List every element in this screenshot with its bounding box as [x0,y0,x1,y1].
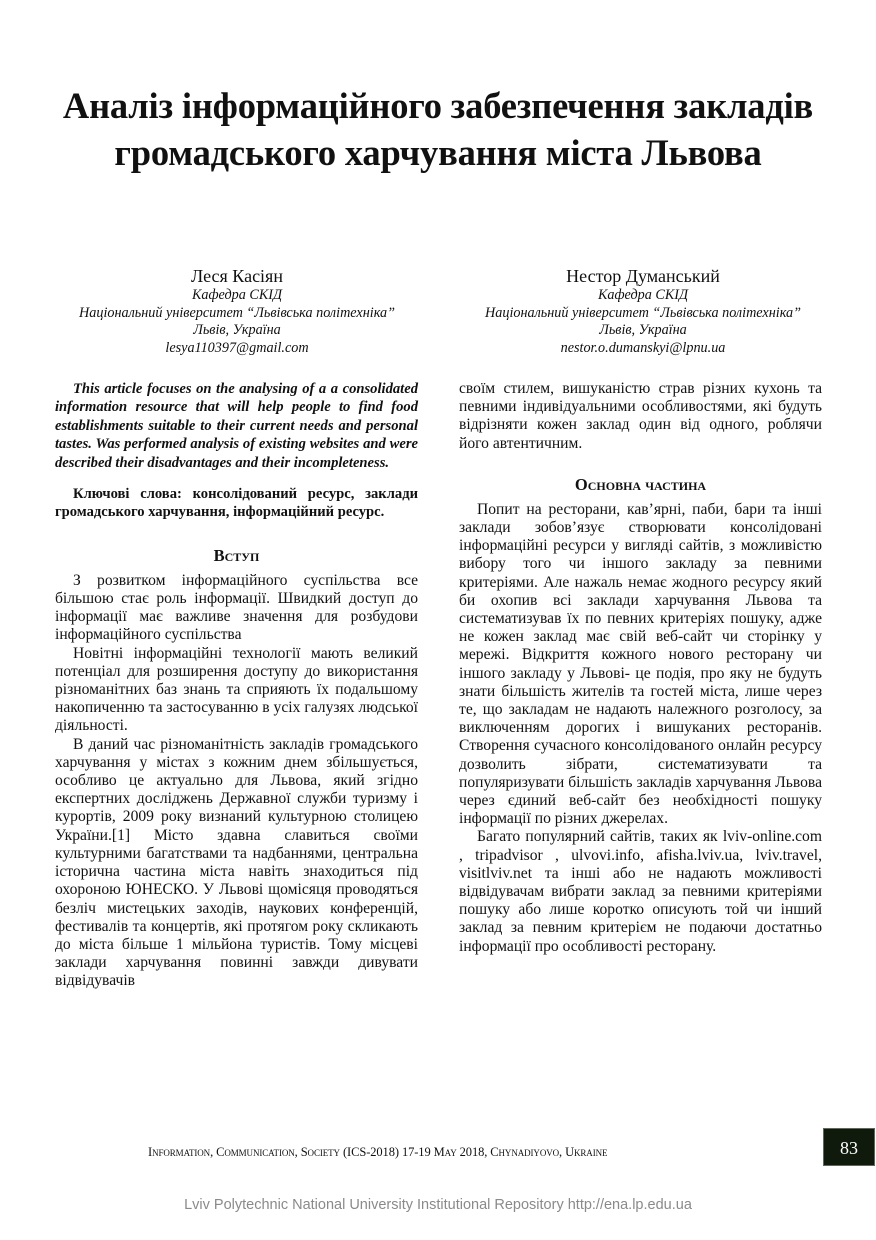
intro-paragraph: З розвитком інформаційного суспільства все більшою стає роль інформації. Швидкий доступ до інформації має важливе значення для розбудови інформаційного суспільства [55,571,418,644]
main-paragraph: Попит на ресторани, кав’ярні, паби, бари та інші заклади зобов’язує створювати консолідовані інформаційні ресурси у вигляді сайтів, з можливістю вибору того чи іншого закладу за певними критеріями. Але нажаль немає жодного ресурсу який би охопив всі заклади харчування Львова та систематизував їх по певних критеріях пошуку, адже не кожен заклад має свій веб-сайт чи сторінку у мережі. Відкриття кожного нового ресторану чи іншого закладу у Львові- це подія, про яку не будуть знати більшість жителів та гостей міста, лише через те, що закладам не надають належного розголосу, за виключенням дорогих і вишуканих ресторанів. Створення сучасного консолідованого онлайн ресурсу дозволить зібрати, систематизувати та популяризувати більшість закладів харчування Львова через єдиний веб-сайт без необхідності пошуку інформації по різних джерелах. [459,500,822,828]
paper-title: Аналіз інформаційного забезпечення закладів громадського харчування міста Львова [62,85,814,173]
author-department: Кафедра СКІД [597,287,689,303]
repository-note: Lviv Polytechnic National University Institutional Repository http://ena.lp.edu.ua [184,1197,692,1213]
author-location: Львів, Україна [599,322,687,339]
author-email[interactable]: lesya110397@gmail.com [165,339,309,356]
author-block-2 [448,265,838,357]
abstract: This article focuses on the analysing of a a consolidated information resource that will help people to find food establishments suitable to their current needs and personal tastes. Was performed analysis of existing websites and were described their disadvantages and their incompleteness. [55,381,418,471]
author-block-1 [42,265,432,357]
intro-paragraph: В даний час різноманітність закладів громадського харчування у містах з кожним днем збільшується, особливо це актуально для Львова, який згідно експертних досліджень Державної служби туризму і курортів, 2009 року визнаний культурною столицею України.[1] Місто здавна славиться своїми культурними багатствами та надбаннями, центральна історична частина міста навіть знаходиться під охороною ЮНЕСКО. У Львові щомісяця проводяться безліч мистецьких заходів, наукових конференцій, фестивалів та концертів, які протягом року скликають до міста більше 1 мільйона туристів. Тому місцеві заклади харчування повинні завжди дивувати відвідувачів [55,735,418,990]
page-number-badge: 83 [823,1128,875,1166]
author-location: Львів, Україна [193,322,281,339]
intro-paragraph: Новітні інформаційні технології мають великий потенціал для розширення доступу до використання різноманітних баз знань та сприяють їх подальшому накопиченню та застосуванню в усіх галузях людської діяльності. [55,644,418,735]
author-name: Леся Касіян [191,266,283,286]
author-email[interactable]: nestor.o.dumanskyi@lpnu.ua [560,339,726,356]
section-heading-main: Основна частина [574,474,707,494]
conference-footer: Information, Communication, Society (ICS-2018) 17-19 May 2018, Chynadiyovo, Ukraine [148,1145,608,1159]
author-name: Нестор Думанський [566,266,720,286]
intro-paragraph-continued: своїм стилем, вишуканістю страв різних кухонь та певними індивідуальними особливостями, які будуть відрізняти кожен заклад один від одного, роблячи його автентичним. [459,380,822,452]
right-column [459,380,822,956]
left-column [55,380,418,991]
author-department: Кафедра СКІД [191,287,283,303]
keywords: Ключові слова: консолідований ресурс, заклади громадського харчування, інформаційний ресурс. [55,486,418,521]
section-heading-intro: Вступ [213,545,260,565]
author-university: Національний університет “Львівська політехніка” [79,304,395,321]
main-paragraph: Багато популярний сайтів, таких як lviv-online.com , tripadvisor , ulvovi.info, afisha.lviv.ua, lviv.travel, visitlviv.net та інші або не надають можливості відвідувачам вибрати заклад за певними критеріями пошуку або лише коротко описують той чи інший заклад за певним критерієм не подаючи достатньо інформації про особливості ресторану. [459,828,822,955]
author-university: Національний університет “Львівська політехніка” [485,304,801,321]
